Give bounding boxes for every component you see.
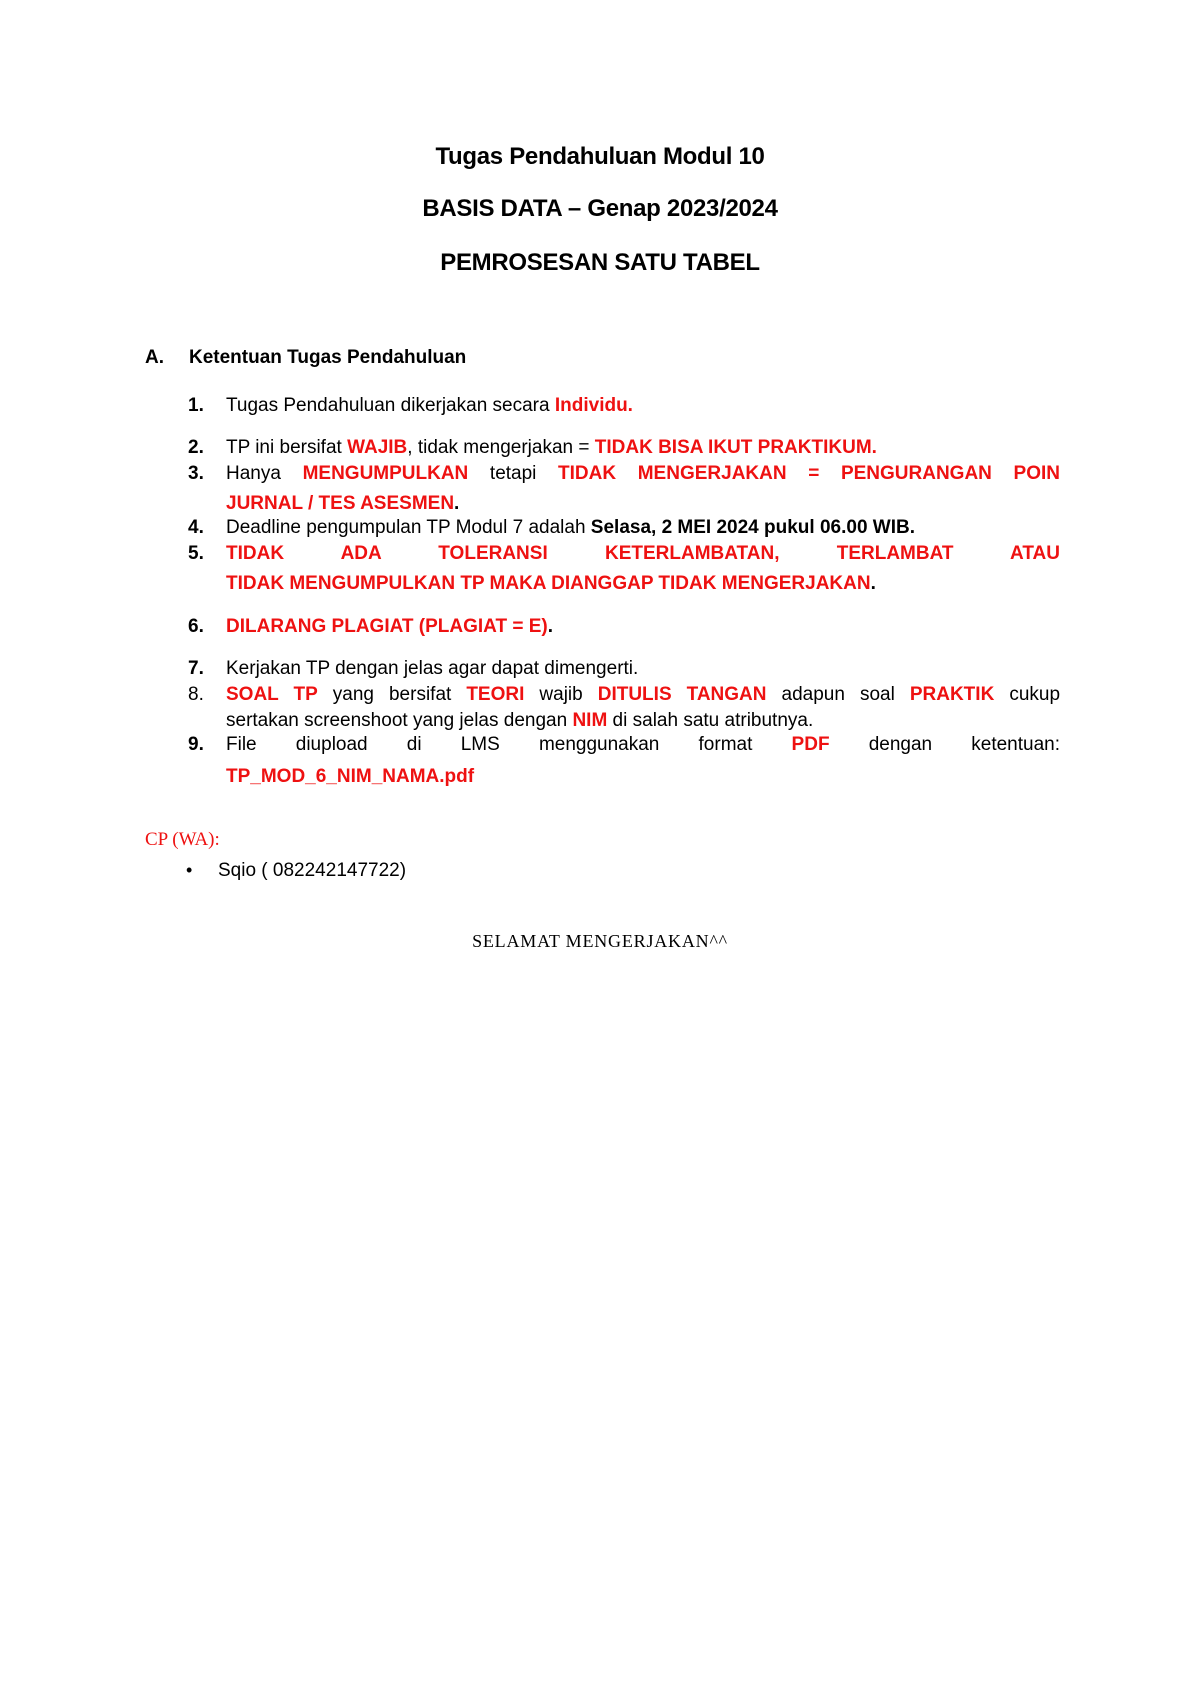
- course-subtitle: BASIS DATA – Genap 2023/2024: [422, 195, 778, 222]
- contact-person-label: CP (WA):: [145, 829, 220, 850]
- item-text: File diupload di LMS menggunakan format: [226, 734, 792, 755]
- item-text: Tugas Pendahuluan dikerjakan secara: [226, 395, 555, 416]
- highlight-pdf: PDF: [791, 734, 830, 755]
- item-number: 1.: [188, 395, 204, 416]
- item-number: 7.: [188, 658, 204, 679]
- highlight-soal-tp: SOAL TP: [226, 684, 318, 705]
- item-number: 8.: [188, 684, 204, 705]
- list-item-1: [188, 393, 1060, 419]
- item-text: .: [454, 493, 460, 514]
- list-item-7: [188, 656, 1060, 682]
- highlight-individu: Individu.: [554, 395, 633, 416]
- item-number: 5.: [188, 543, 204, 564]
- highlight-pengurangan: TIDAK MENGERJAKAN = PENGURANGAN POIN: [558, 463, 1060, 484]
- item-text: .: [547, 616, 554, 637]
- contact-entry: Sqio ( 082242147722): [218, 860, 407, 881]
- list-item-6: [188, 614, 1060, 640]
- highlight-tidak-bisa: TIDAK BISA IKUT PRAKTIKUM.: [594, 437, 877, 458]
- item-text: yang bersifat: [317, 684, 467, 705]
- highlight-jurnal: JURNAL / TES ASESMEN: [226, 493, 455, 514]
- list-item-8: [188, 682, 1060, 734]
- item-number: 3.: [188, 463, 204, 484]
- item-text: adapun soal: [766, 684, 910, 705]
- highlight-teori: TEORI: [466, 684, 525, 705]
- highlight-ditulis-tangan: DITULIS TANGAN: [597, 684, 767, 705]
- list-item-3: [188, 461, 1060, 517]
- item-text: wajib: [524, 684, 598, 705]
- item-text: di salah satu atributnya.: [607, 710, 814, 731]
- list-item-4: [188, 515, 1060, 541]
- bullet-icon: •: [186, 860, 193, 880]
- highlight-mengumpulkan: MENGUMPULKAN: [302, 463, 469, 484]
- section-a-heading: [145, 345, 466, 371]
- highlight-tidak-mengumpulkan: TIDAK MENGUMPULKAN TP MAKA DIANGGAP TIDAK MENGERJAKAN: [226, 573, 871, 594]
- contact-list-item: [186, 857, 406, 884]
- highlight-toleransi: TIDAK ADA TOLERANSI KETERLAMBATAN, TERLAMBAT ATAU: [226, 543, 1060, 564]
- list-item-5: [188, 541, 1060, 597]
- item-number: 4.: [188, 517, 204, 538]
- section-letter: A.: [145, 347, 164, 368]
- section-heading-text: Ketentuan Tugas Pendahuluan: [189, 347, 467, 368]
- filename-format: TP_MOD_6_NIM_NAMA.pdf: [226, 766, 475, 787]
- item-text: cukup: [994, 684, 1061, 705]
- item-text: dengan ketentuan:: [829, 734, 1061, 755]
- item-number: 6.: [188, 616, 204, 637]
- item-text: .: [870, 573, 876, 594]
- list-item-9: [188, 732, 1060, 790]
- item-text: , tidak mengerjakan =: [407, 437, 595, 458]
- item-number: 9.: [188, 734, 204, 755]
- closing-text: SELAMAT MENGERJAKAN^^: [472, 931, 728, 951]
- list-item-2: [188, 435, 1060, 461]
- item-number: 2.: [188, 437, 204, 458]
- item-text: Hanya: [226, 463, 303, 484]
- topic-title: PEMROSESAN SATU TABEL: [440, 249, 760, 276]
- item-text: tetapi: [468, 463, 559, 484]
- highlight-wajib: WAJIB: [347, 437, 408, 458]
- item-text: sertakan screenshoot yang jelas dengan: [226, 710, 573, 731]
- deadline-date: Selasa, 2 MEI 2024 pukul 06.00 WIB.: [590, 517, 916, 538]
- highlight-plagiat: DILARANG PLAGIAT (PLAGIAT = E): [226, 616, 548, 637]
- item-text: Kerjakan TP dengan jelas agar dapat dimengerti.: [226, 658, 639, 679]
- highlight-nim: NIM: [572, 710, 608, 731]
- document-title: Tugas Pendahuluan Modul 10: [435, 143, 765, 170]
- item-text: TP ini bersifat: [226, 437, 348, 458]
- highlight-praktik: PRAKTIK: [909, 684, 995, 705]
- item-text: Deadline pengumpulan TP Modul 7 adalah: [226, 517, 591, 538]
